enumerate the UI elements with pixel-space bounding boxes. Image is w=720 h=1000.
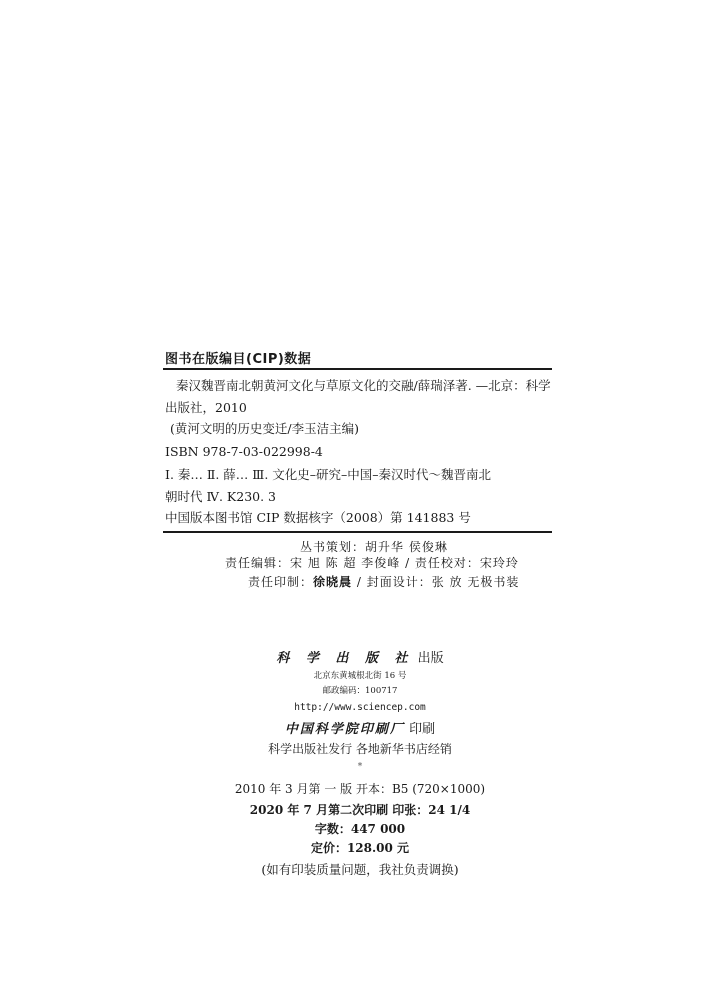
price: 定价：128.00 元	[310, 841, 410, 855]
printer-logotype: 中国科学院印刷厂	[284, 722, 405, 737]
publisher-address: 北京东黄城根北街 16 号	[313, 671, 407, 681]
print-name: 徐晓晨	[313, 575, 353, 589]
quality-note: (如有印装质量问题，我社负责调换)	[261, 862, 459, 877]
cip-publisher-line: 出版社，2010	[165, 400, 247, 415]
printing-line: 2020 年 7 月第二次印刷 印张：24 1/4	[249, 803, 471, 817]
responsible-editors: 责任编辑：宋 旭 陈 超 李俊峰 / 责任校对：宋玲玲	[225, 556, 519, 570]
publisher-url: http://www.sciencep.com	[294, 702, 426, 713]
cip-core-number: 中国版本图书馆 CIP 数据核字（2008）第 141883 号	[165, 510, 471, 525]
separator-mark: *	[357, 762, 363, 772]
first-edition-line: 2010 年 3 月第 一 版 开本：B5 (720×1000)	[234, 782, 486, 796]
cover-design: / 封面设计：张 放 无极书装	[352, 575, 520, 589]
printer-suffix: 印刷	[404, 722, 436, 737]
print-label: 责任印制：	[248, 575, 314, 589]
cip-subjects-line-1: Ⅰ. 秦… Ⅱ. 薛… Ⅲ. 文化史–研究–中国–秦汉时代～魏晋南北	[165, 467, 492, 482]
cip-series-line: (黄河文明的历史变迁/李玉洁主编)	[170, 421, 359, 436]
publisher-line	[0, 647, 720, 666]
cip-subjects-line-2: 朝时代 Ⅳ. K230. 3	[165, 489, 277, 504]
cip-isbn: ISBN 978-7-03-022998-4	[165, 444, 323, 459]
cip-bottom-rule	[163, 531, 552, 533]
series-planning: 丛书策划：胡升华 侯俊琳	[300, 540, 448, 554]
publisher-logotype: 科 学 出 版 社	[276, 651, 414, 666]
cip-heading: 图书在版编目(CIP)数据	[165, 352, 312, 367]
print-and-design-credits	[248, 573, 519, 591]
publisher-suffix: 出版	[413, 651, 444, 666]
distribution-line: 科学出版社发行 各地新华书店经销	[268, 742, 452, 756]
printer-line	[0, 718, 720, 737]
word-count: 字数：447 000	[314, 822, 406, 836]
postcode: 邮政编码：100717	[322, 686, 398, 696]
cip-top-rule	[163, 368, 552, 370]
cip-title-line: 秦汉魏晋南北朝黄河文化与草原文化的交融/薛瑞泽著. —北京：科学	[176, 378, 551, 393]
